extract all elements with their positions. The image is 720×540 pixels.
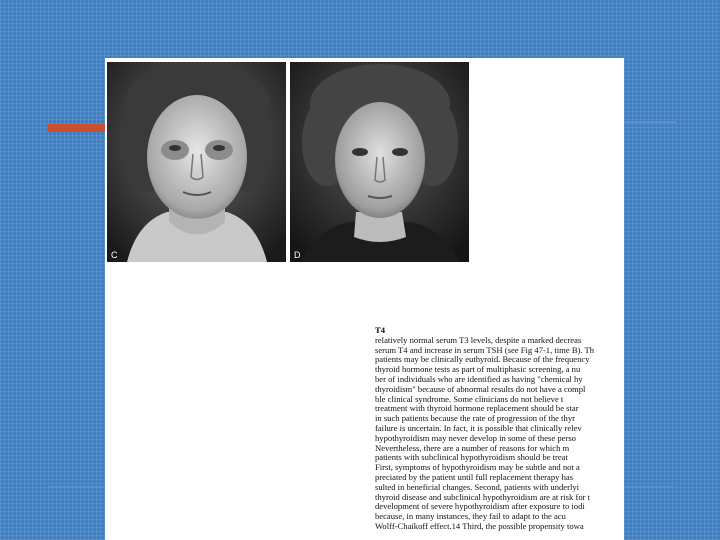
text-line: thyroid hormone tests as part of multiphasic screening, a nu [375,364,581,375]
portrait-illustration-before [107,62,286,262]
text-line: First, symptoms of hypothyroidism may be subtle and not a [375,462,580,473]
text-line: in such patients because the rate of progression of the thyr [375,413,575,424]
panel-label-c: C [111,250,118,260]
patient-photo-after [290,62,469,262]
text-line: patients with subclinical hypothyroidism should be treat [375,452,568,463]
text-line: ber of individuals who are identified as having "chemical hy [375,373,583,384]
text-line: failure is uncertain. In fact, it is possible that clinically relev [375,422,582,433]
text-line: development of severe hypothyroidism after exposure to iodi [375,501,585,512]
scanned-page [105,58,624,540]
panel-label-d: D [294,250,301,260]
portrait-illustration-after [290,62,469,262]
accent-line-bottom-left [48,486,108,488]
section-heading: T4 [375,326,386,335]
text-line: relatively normal serum T3 levels, despite a marked decreas [375,334,582,345]
patient-photo-before [107,62,286,262]
accent-bar-red [48,124,112,132]
text-line: patients may be clinically euthyroid. Because of the frequency [375,354,590,365]
text-line: because, in many instances, they fail to adapt to the acu [375,511,566,522]
text-line: serum T4 and increase in serum TSH (see Fig 47-1, time B). Th [375,344,595,355]
accent-line-bottom-right [624,486,674,488]
text-line: Nevertheless, there are a number of reasons for which m [375,442,570,453]
text-line: ble clinical syndrome. Some clinicians do not believe t [375,393,564,404]
text-line: hypothyroidism may never develop in some of these perso [375,432,576,443]
text-line: thyroidism" because of abnormal results do not have a compl [375,383,586,394]
article-text-column [375,326,624,540]
text-line: treatment with thyroid hormone replacement should be star [375,403,579,414]
text-line: sulted in beneficial changes. Second, patients with underlyi [375,481,580,492]
text-line: preciated by the patient until full replacement therapy has [375,471,574,482]
text-line: Wolff-Chaikoff effect.14 Third, the possible propensity towa [375,520,584,531]
text-line: thyroid disease and subclinical hypothyroidism are at risk for t [375,491,591,502]
